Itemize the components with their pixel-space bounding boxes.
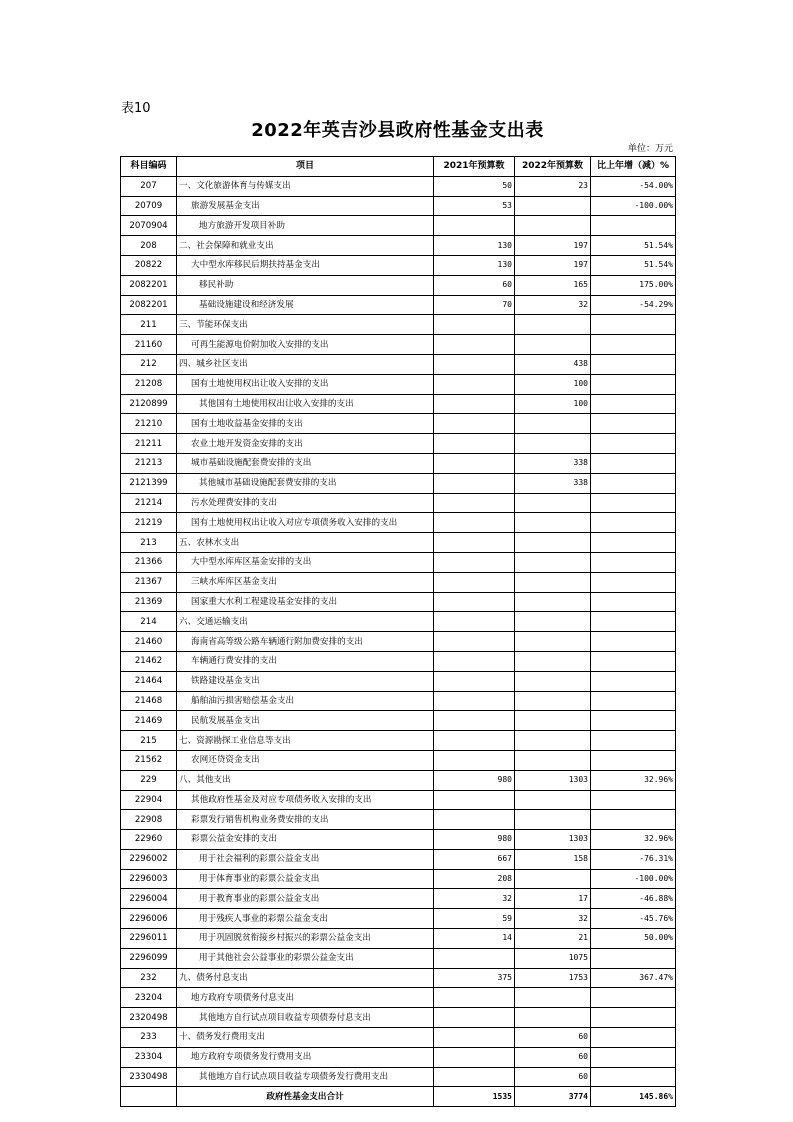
row-2022-budget — [515, 632, 591, 652]
row-item-name: 用于社会福利的彩票公益金支出 — [177, 849, 434, 869]
row-change-pct — [591, 315, 676, 335]
row-2021-budget: 14 — [434, 929, 515, 949]
row-code: 23304 — [121, 1047, 177, 1067]
row-item-name: 污水处理费安排的支出 — [177, 493, 434, 513]
row-item-name: 其他政府性基金及对应专项债务收入安排的支出 — [177, 790, 434, 810]
row-2022-budget: 60 — [515, 1067, 591, 1087]
row-2021-budget: 375 — [434, 968, 515, 988]
row-2021-budget: 130 — [434, 255, 515, 275]
row-item-name: 国家重大水利工程建设基金安排的支出 — [177, 592, 434, 612]
row-change-pct: -54.00% — [591, 176, 676, 196]
table-row — [121, 1008, 676, 1028]
row-2021-budget: 667 — [434, 849, 515, 869]
row-item-name: 农业土地开发资金安排的支出 — [177, 434, 434, 454]
row-2022-budget: 197 — [515, 255, 591, 275]
row-code: 214 — [121, 612, 177, 632]
row-item-name: 十、债务发行费用支出 — [177, 1028, 434, 1048]
row-code: 213 — [121, 533, 177, 553]
row-2022-budget: 60 — [515, 1028, 591, 1048]
table-header-row — [121, 157, 676, 177]
table-row — [121, 691, 676, 711]
table-row — [121, 1047, 676, 1067]
row-code: 2320498 — [121, 1008, 177, 1028]
table-row — [121, 176, 676, 196]
row-code: 21213 — [121, 453, 177, 473]
row-item-name: 六、交通运输支出 — [177, 612, 434, 632]
header-2021-budget: 2021年预算数 — [434, 157, 515, 177]
row-item-name: 其他地方自行试点项目收益专项债券付息支出 — [177, 1008, 434, 1028]
row-code: 207 — [121, 176, 177, 196]
row-change-pct — [591, 948, 676, 968]
row-code: 21211 — [121, 434, 177, 454]
row-2021-budget: 59 — [434, 909, 515, 929]
row-item-name: 地方政府专项债务发行费用支出 — [177, 1047, 434, 1067]
row-2022-budget — [515, 988, 591, 1008]
row-2021-budget — [434, 533, 515, 553]
unit-label: 单位：万元 — [627, 144, 673, 154]
row-item-name: 用于其他社会公益事业的彩票公益金支出 — [177, 948, 434, 968]
row-2021-budget — [434, 691, 515, 711]
row-item-name: 海南省高等级公路车辆通行附加费安排的支出 — [177, 632, 434, 652]
row-2021-budget — [434, 335, 515, 355]
row-item-name: 四、城乡社区支出 — [177, 354, 434, 374]
row-2022-budget — [515, 671, 591, 691]
table-row — [121, 434, 676, 454]
row-change-pct — [591, 1067, 676, 1087]
table-row — [121, 394, 676, 414]
table-row — [121, 335, 676, 355]
row-item-name: 用于体育事业的彩票公益金支出 — [177, 869, 434, 889]
row-change-pct — [591, 731, 676, 751]
row-item-name: 大中型水库库区基金安排的支出 — [177, 552, 434, 572]
row-2021-budget — [434, 374, 515, 394]
row-2021-budget: 980 — [434, 830, 515, 850]
row-code: 21562 — [121, 750, 177, 770]
table-row — [121, 1028, 676, 1048]
row-item-name: 三、节能环保支出 — [177, 315, 434, 335]
table-row — [121, 552, 676, 572]
row-code: 20822 — [121, 255, 177, 275]
row-item-name: 七、资源勘探工业信息等支出 — [177, 731, 434, 751]
row-code: 2296006 — [121, 909, 177, 929]
row-item-name: 彩票发行销售机构业务费安排的支出 — [177, 810, 434, 830]
row-item-name: 船舶油污损害赔偿基金支出 — [177, 691, 434, 711]
row-item-name: 大中型水库移民后期扶持基金支出 — [177, 255, 434, 275]
row-code: 21369 — [121, 592, 177, 612]
row-change-pct — [591, 632, 676, 652]
page-title: 2022年英吉沙县政府性基金支出表 — [251, 120, 544, 141]
row-2021-budget — [434, 1008, 515, 1028]
row-item-name: 农网还贷资金支出 — [177, 750, 434, 770]
row-2022-budget — [515, 533, 591, 553]
row-change-pct — [591, 493, 676, 513]
table-row — [121, 632, 676, 652]
row-item-name: 基础设施建设和经济发展 — [177, 295, 434, 315]
row-2021-budget — [434, 493, 515, 513]
table-row — [121, 929, 676, 949]
row-item-name: 车辆通行费安排的支出 — [177, 651, 434, 671]
row-item-name: 民航发展基金支出 — [177, 711, 434, 731]
row-2021-budget — [434, 354, 515, 374]
row-change-pct — [591, 790, 676, 810]
row-change-pct — [591, 414, 676, 434]
row-code: 21462 — [121, 651, 177, 671]
row-2021-budget — [434, 810, 515, 830]
row-code: 229 — [121, 770, 177, 790]
table-row — [121, 473, 676, 493]
row-2021-budget — [434, 651, 515, 671]
total-code — [121, 1087, 177, 1107]
row-code: 2082201 — [121, 275, 177, 295]
row-code: 232 — [121, 968, 177, 988]
row-change-pct — [591, 513, 676, 533]
row-2021-budget — [434, 394, 515, 414]
table-row — [121, 731, 676, 751]
row-change-pct — [591, 473, 676, 493]
row-code: 20709 — [121, 196, 177, 216]
table-row — [121, 830, 676, 850]
row-item-name: 其他城市基础设施配套费安排的支出 — [177, 473, 434, 493]
row-2021-budget — [434, 988, 515, 1008]
row-2022-budget — [515, 414, 591, 434]
row-2022-budget — [515, 750, 591, 770]
row-2022-budget: 1303 — [515, 770, 591, 790]
row-change-pct: 367.47% — [591, 968, 676, 988]
row-change-pct — [591, 354, 676, 374]
row-code: 21460 — [121, 632, 177, 652]
row-code: 215 — [121, 731, 177, 751]
row-2022-budget: 1303 — [515, 830, 591, 850]
row-code: 21464 — [121, 671, 177, 691]
row-change-pct — [591, 711, 676, 731]
row-2022-budget — [515, 572, 591, 592]
row-item-name: 用于教育事业的彩票公益金支出 — [177, 889, 434, 909]
row-item-name: 可再生能源电价附加收入安排的支出 — [177, 335, 434, 355]
row-code: 2296003 — [121, 869, 177, 889]
row-2022-budget — [515, 434, 591, 454]
row-2021-budget: 60 — [434, 275, 515, 295]
row-code: 2296099 — [121, 948, 177, 968]
row-2022-budget: 1075 — [515, 948, 591, 968]
row-code: 21367 — [121, 572, 177, 592]
row-code: 21366 — [121, 552, 177, 572]
row-2021-budget — [434, 414, 515, 434]
table-row — [121, 770, 676, 790]
row-2022-budget: 1753 — [515, 968, 591, 988]
row-change-pct — [591, 216, 676, 236]
row-change-pct — [591, 810, 676, 830]
row-2022-budget — [515, 493, 591, 513]
row-code: 2082201 — [121, 295, 177, 315]
row-code: 21210 — [121, 414, 177, 434]
table-row — [121, 750, 676, 770]
row-item-name: 用于残疾人事业的彩票公益金支出 — [177, 909, 434, 929]
row-2022-budget: 60 — [515, 1047, 591, 1067]
table-number-label: 表10 — [121, 101, 151, 116]
row-2021-budget — [434, 315, 515, 335]
row-item-name: 一、文化旅游体育与传媒支出 — [177, 176, 434, 196]
row-2021-budget: 70 — [434, 295, 515, 315]
table-row — [121, 889, 676, 909]
row-2022-budget — [515, 869, 591, 889]
row-2021-budget: 50 — [434, 176, 515, 196]
row-change-pct — [591, 453, 676, 473]
row-2022-budget: 197 — [515, 236, 591, 256]
row-2022-budget: 338 — [515, 473, 591, 493]
row-item-name: 用于巩固脱贫衔接乡村振兴的彩票公益金支出 — [177, 929, 434, 949]
row-code: 2296011 — [121, 929, 177, 949]
row-2021-budget: 53 — [434, 196, 515, 216]
table-row — [121, 869, 676, 889]
row-code: 22908 — [121, 810, 177, 830]
row-2022-budget: 338 — [515, 453, 591, 473]
row-2022-budget — [515, 1008, 591, 1028]
row-code: 21160 — [121, 335, 177, 355]
row-2021-budget — [434, 671, 515, 691]
row-item-name: 其他国有土地使用权出让收入安排的支出 — [177, 394, 434, 414]
row-change-pct — [591, 434, 676, 454]
row-2021-budget — [434, 572, 515, 592]
row-change-pct: -45.76% — [591, 909, 676, 929]
row-2022-budget — [515, 790, 591, 810]
table-row — [121, 1067, 676, 1087]
row-change-pct — [591, 533, 676, 553]
table-row — [121, 810, 676, 830]
row-change-pct — [591, 1028, 676, 1048]
table-row — [121, 612, 676, 632]
row-item-name: 其他地方自行试点项目收益专项债务发行费用支出 — [177, 1067, 434, 1087]
row-change-pct — [591, 572, 676, 592]
row-item-name: 移民补助 — [177, 275, 434, 295]
row-change-pct — [591, 671, 676, 691]
table-row — [121, 671, 676, 691]
table-row — [121, 592, 676, 612]
row-2021-budget — [434, 216, 515, 236]
row-code: 2121399 — [121, 473, 177, 493]
table-row — [121, 849, 676, 869]
row-2021-budget — [434, 632, 515, 652]
row-code: 22960 — [121, 830, 177, 850]
table-row — [121, 909, 676, 929]
row-item-name: 九、债务付息支出 — [177, 968, 434, 988]
row-2022-budget: 21 — [515, 929, 591, 949]
row-item-name: 国有土地使用权出让收入安排的支出 — [177, 374, 434, 394]
total-2022-budget: 3774 — [515, 1087, 591, 1107]
table-row — [121, 572, 676, 592]
table-row — [121, 533, 676, 553]
row-2022-budget — [515, 711, 591, 731]
table-row — [121, 236, 676, 256]
total-label: 政府性基金支出合计 — [177, 1087, 434, 1107]
row-item-name: 二、社会保障和就业支出 — [177, 236, 434, 256]
row-item-name: 铁路建设基金支出 — [177, 671, 434, 691]
row-code: 208 — [121, 236, 177, 256]
table-row — [121, 414, 676, 434]
row-change-pct: 32.96% — [591, 770, 676, 790]
row-change-pct: -100.00% — [591, 196, 676, 216]
table-row — [121, 651, 676, 671]
budget-table — [120, 156, 676, 1107]
row-2022-budget — [515, 691, 591, 711]
table-row — [121, 948, 676, 968]
row-2022-budget: 100 — [515, 394, 591, 414]
row-code: 2120899 — [121, 394, 177, 414]
row-item-name: 国有土地收益基金安排的支出 — [177, 414, 434, 434]
row-2022-budget: 32 — [515, 295, 591, 315]
row-change-pct — [591, 374, 676, 394]
row-2021-budget — [434, 453, 515, 473]
row-code: 2070904 — [121, 216, 177, 236]
row-change-pct: -100.00% — [591, 869, 676, 889]
row-change-pct — [591, 612, 676, 632]
row-2021-budget: 130 — [434, 236, 515, 256]
row-item-name: 五、农林水支出 — [177, 533, 434, 553]
table-row — [121, 493, 676, 513]
row-2021-budget — [434, 790, 515, 810]
row-code: 2296004 — [121, 889, 177, 909]
header-item: 项目 — [177, 157, 434, 177]
table-row — [121, 374, 676, 394]
row-2021-budget — [434, 1047, 515, 1067]
row-2022-budget — [515, 810, 591, 830]
table-row — [121, 255, 676, 275]
row-change-pct — [591, 552, 676, 572]
row-change-pct: -76.31% — [591, 849, 676, 869]
table-row — [121, 196, 676, 216]
row-2022-budget: 23 — [515, 176, 591, 196]
row-code: 2296002 — [121, 849, 177, 869]
header-change-pct: 比上年增（减）% — [591, 157, 676, 177]
row-2022-budget: 32 — [515, 909, 591, 929]
row-change-pct — [591, 1008, 676, 1028]
total-2021-budget: 1535 — [434, 1087, 515, 1107]
row-code: 21219 — [121, 513, 177, 533]
row-code: 21214 — [121, 493, 177, 513]
row-2021-budget — [434, 513, 515, 533]
row-2021-budget — [434, 612, 515, 632]
row-change-pct — [591, 691, 676, 711]
row-2022-budget — [515, 612, 591, 632]
row-2021-budget: 980 — [434, 770, 515, 790]
table-row — [121, 790, 676, 810]
row-change-pct — [591, 651, 676, 671]
table-row — [121, 988, 676, 1008]
row-code: 211 — [121, 315, 177, 335]
row-code: 21469 — [121, 711, 177, 731]
row-2021-budget: 208 — [434, 869, 515, 889]
row-change-pct — [591, 1047, 676, 1067]
table-row — [121, 968, 676, 988]
row-code: 212 — [121, 354, 177, 374]
row-code: 21468 — [121, 691, 177, 711]
table-row — [121, 453, 676, 473]
row-2021-budget — [434, 731, 515, 751]
row-2021-budget — [434, 1028, 515, 1048]
header-code: 科目编码 — [121, 157, 177, 177]
row-2021-budget — [434, 948, 515, 968]
row-change-pct — [591, 988, 676, 1008]
row-change-pct — [591, 335, 676, 355]
table-row — [121, 513, 676, 533]
row-2021-budget — [434, 473, 515, 493]
row-item-name: 八、其他支出 — [177, 770, 434, 790]
total-row — [121, 1087, 676, 1107]
row-code: 21208 — [121, 374, 177, 394]
row-code: 2330498 — [121, 1067, 177, 1087]
row-2022-budget — [515, 335, 591, 355]
row-2021-budget — [434, 711, 515, 731]
row-2022-budget — [515, 731, 591, 751]
row-item-name: 三峡水库库区基金支出 — [177, 572, 434, 592]
row-code: 23204 — [121, 988, 177, 1008]
row-2021-budget: 32 — [434, 889, 515, 909]
row-item-name: 地方旅游开发项目补助 — [177, 216, 434, 236]
row-2022-budget: 100 — [515, 374, 591, 394]
table-row — [121, 354, 676, 374]
row-2022-budget — [515, 651, 591, 671]
row-change-pct — [591, 592, 676, 612]
table-row — [121, 295, 676, 315]
table-row — [121, 275, 676, 295]
row-2021-budget — [434, 552, 515, 572]
table-row — [121, 315, 676, 335]
row-item-name: 地方政府专项债务付息支出 — [177, 988, 434, 1008]
row-change-pct: -46.88% — [591, 889, 676, 909]
table-row — [121, 216, 676, 236]
row-change-pct: -54.29% — [591, 295, 676, 315]
row-2021-budget — [434, 592, 515, 612]
row-code: 22904 — [121, 790, 177, 810]
row-change-pct: 50.00% — [591, 929, 676, 949]
row-2022-budget: 158 — [515, 849, 591, 869]
row-2021-budget — [434, 750, 515, 770]
row-item-name: 旅游发展基金支出 — [177, 196, 434, 216]
row-2022-budget: 438 — [515, 354, 591, 374]
row-2022-budget — [515, 196, 591, 216]
row-2021-budget — [434, 1067, 515, 1087]
row-change-pct — [591, 394, 676, 414]
row-change-pct: 175.00% — [591, 275, 676, 295]
table-row — [121, 711, 676, 731]
row-2022-budget — [515, 216, 591, 236]
row-2022-budget — [515, 552, 591, 572]
row-2022-budget: 165 — [515, 275, 591, 295]
row-item-name: 国有土地使用权出让收入对应专项债务收入安排的支出 — [177, 513, 434, 533]
row-change-pct: 32.96% — [591, 830, 676, 850]
row-2021-budget — [434, 434, 515, 454]
row-change-pct — [591, 750, 676, 770]
row-item-name: 城市基础设施配套费安排的支出 — [177, 453, 434, 473]
row-code: 233 — [121, 1028, 177, 1048]
row-2022-budget — [515, 513, 591, 533]
row-2022-budget — [515, 592, 591, 612]
total-change-pct: 145.86% — [591, 1087, 676, 1107]
row-change-pct: 51.54% — [591, 236, 676, 256]
row-item-name: 彩票公益金安排的支出 — [177, 830, 434, 850]
row-2022-budget: 17 — [515, 889, 591, 909]
row-2022-budget — [515, 315, 591, 335]
header-2022-budget: 2022年预算数 — [515, 157, 591, 177]
row-change-pct: 51.54% — [591, 255, 676, 275]
